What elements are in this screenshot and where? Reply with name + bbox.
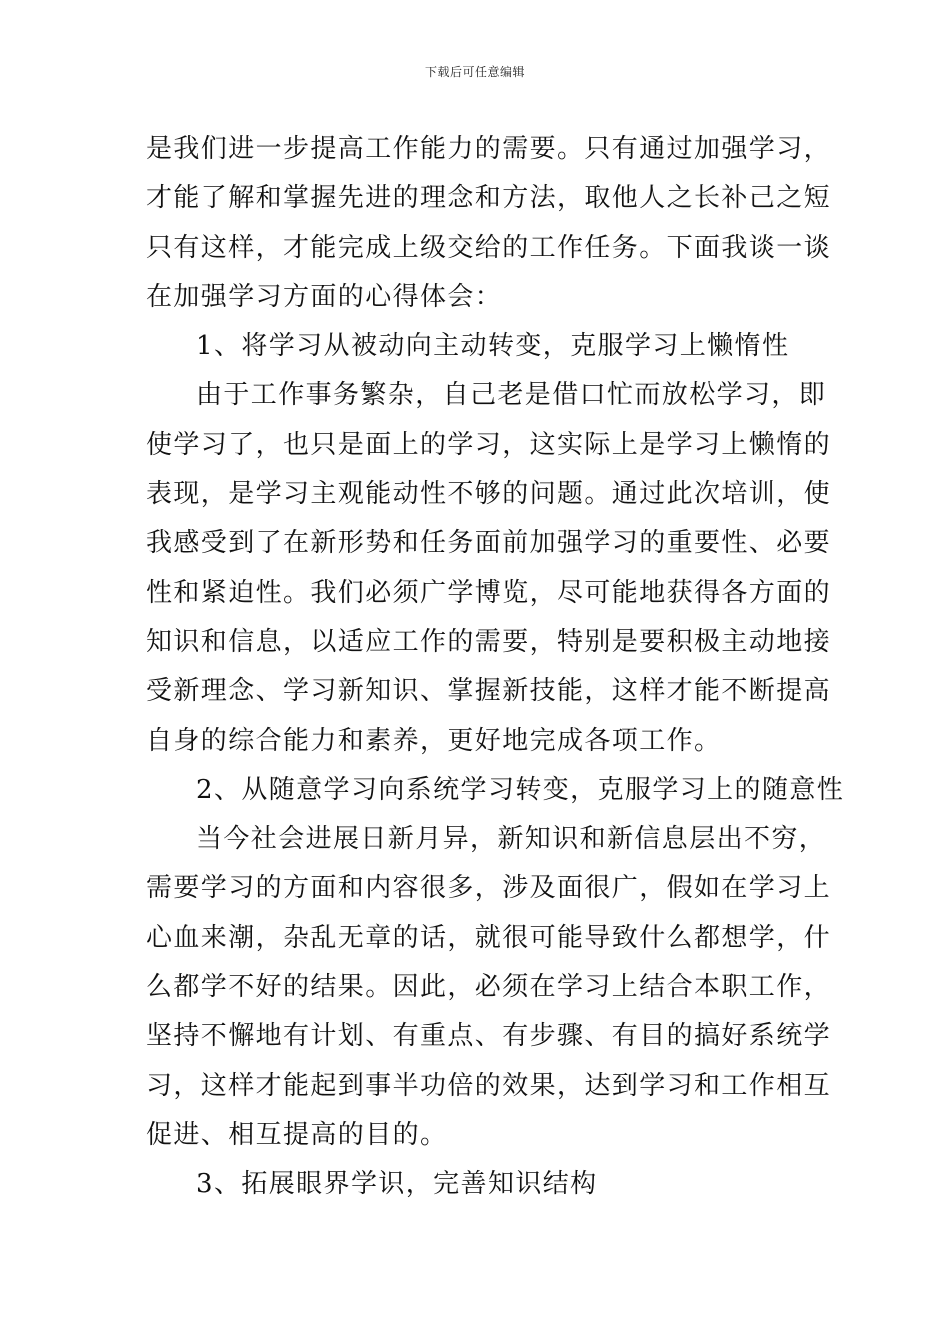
paragraph-line: 性和紧迫性。我们必须广学博览，尽可能地获得各方面的 bbox=[146, 577, 832, 608]
paragraph-line: 需要学习的方面和内容很多，涉及面很广，假如在学习上 bbox=[146, 873, 832, 904]
paragraph-line: 使学习了，也只是面上的学习，这实际上是学习上懒惰的 bbox=[146, 429, 832, 460]
paragraph-line: 只有这样，才能完成上级交给的工作任务。下面我谈一谈 bbox=[146, 232, 832, 263]
paragraph-line: 当今社会进展日新月异，新知识和新信息层出不穷， bbox=[196, 824, 827, 855]
paragraph-line: 是我们进一步提高工作能力的需要。只有通过加强学习， bbox=[146, 134, 832, 164]
document-body bbox=[146, 125, 845, 1210]
paragraph-line: 表现，是学习主观能动性不够的问题。通过此次培训，使 bbox=[146, 479, 832, 510]
paragraph-line: 由于工作事务繁杂，自己老是借口忙而放松学习，即 bbox=[196, 380, 827, 411]
paragraph-line: 促进、相互提高的目的。 bbox=[146, 1119, 448, 1150]
section-heading-2: 2、从随意学习向系统学习转变，克服学习上的随意性 bbox=[196, 774, 845, 805]
section-heading-1: 1、将学习从被动向主动转变，克服学习上懒惰性 bbox=[196, 331, 790, 362]
paragraph-line: 坚持不懈地有计划、有重点、有步骤、有目的搞好系统学 bbox=[146, 1021, 832, 1052]
paragraph-line: 习，这样才能起到事半功倍的效果，达到学习和工作相互 bbox=[146, 1070, 832, 1101]
section-heading-3: 3、拓展眼界学识，完善知识结构 bbox=[196, 1169, 598, 1200]
paragraph-line: 么都学不好的结果。因此，必须在学习上结合本职工作， bbox=[146, 972, 832, 1003]
paragraph-line: 受新理念、学习新知识、掌握新技能，这样才能不断提高 bbox=[146, 676, 832, 707]
paragraph-line: 心血来潮，杂乱无章的话，就很可能导致什么都想学，什 bbox=[146, 922, 832, 953]
paragraph-line: 才能了解和掌握先进的理念和方法，取他人之长补己之短 bbox=[146, 183, 832, 214]
paragraph-line: 知识和信息，以适应工作的需要，特别是要积极主动地接 bbox=[146, 626, 832, 657]
paragraph-line: 在加强学习方面的心得体会： bbox=[146, 281, 503, 312]
page-header: 下载后可任意编辑 bbox=[424, 65, 525, 79]
paragraph-line: 自身的综合能力和素养，更好地完成各项工作。 bbox=[146, 725, 722, 756]
paragraph-line: 我感受到了在新形势和任务面前加强学习的重要性、必要 bbox=[146, 528, 832, 559]
